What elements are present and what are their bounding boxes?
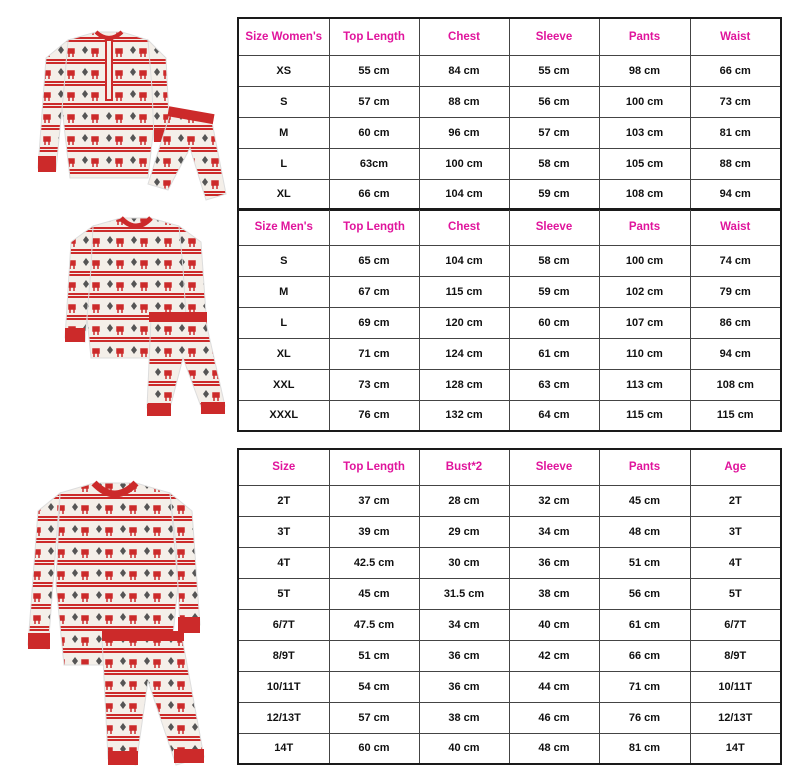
header-cell: Sleeve xyxy=(509,18,599,55)
header-cell: Size xyxy=(238,449,329,485)
table-cell: 115 cm xyxy=(690,400,781,431)
table-cell: 2T xyxy=(690,485,781,516)
table-cell: 61 cm xyxy=(599,609,690,640)
table-cell: 47.5 cm xyxy=(329,609,419,640)
table-cell: 104 cm xyxy=(419,245,509,276)
table-cell: 12/13T xyxy=(238,702,329,733)
table-cell: 71 cm xyxy=(329,338,419,369)
table-row xyxy=(238,485,781,516)
table-row xyxy=(238,671,781,702)
table-row xyxy=(238,578,781,609)
kids-pajama-image xyxy=(20,475,230,775)
table-cell: 81 cm xyxy=(690,117,781,148)
table-cell: 14T xyxy=(238,733,329,764)
table-cell: 84 cm xyxy=(419,55,509,86)
table-cell: 54 cm xyxy=(329,671,419,702)
table-row xyxy=(238,369,781,400)
header-cell: Size Women's xyxy=(238,18,329,55)
table-cell: 8/9T xyxy=(690,640,781,671)
table-cell: 128 cm xyxy=(419,369,509,400)
table-cell: 108 cm xyxy=(690,369,781,400)
table-cell: 12/13T xyxy=(690,702,781,733)
table-cell: 60 cm xyxy=(329,733,419,764)
header-cell: Top Length xyxy=(329,209,419,245)
table-cell: 94 cm xyxy=(690,338,781,369)
table-cell: 115 cm xyxy=(599,400,690,431)
table-cell: 69 cm xyxy=(329,307,419,338)
table-cell: 113 cm xyxy=(599,369,690,400)
table-row xyxy=(238,640,781,671)
table-cell: 42 cm xyxy=(509,640,599,671)
table-cell: 38 cm xyxy=(419,702,509,733)
table-cell: 58 cm xyxy=(509,245,599,276)
men-pajama-image xyxy=(55,208,245,423)
table-cell: 94 cm xyxy=(690,179,781,210)
table-cell: 57 cm xyxy=(509,117,599,148)
table-cell: 108 cm xyxy=(599,179,690,210)
table-cell: S xyxy=(238,86,329,117)
table-cell: 102 cm xyxy=(599,276,690,307)
table-cell: 86 cm xyxy=(690,307,781,338)
table-cell: 10/11T xyxy=(238,671,329,702)
table-cell: 42.5 cm xyxy=(329,547,419,578)
header-cell: Sleeve xyxy=(509,449,599,485)
header-cell: Chest xyxy=(419,209,509,245)
table-cell: XXXL xyxy=(238,400,329,431)
table-row xyxy=(238,86,781,117)
table-cell: 73 cm xyxy=(329,369,419,400)
table-cell: 56 cm xyxy=(509,86,599,117)
table-cell: XL xyxy=(238,179,329,210)
table-cell: XL xyxy=(238,338,329,369)
table-cell: 100 cm xyxy=(599,86,690,117)
table-cell: 36 cm xyxy=(419,640,509,671)
table-cell: 115 cm xyxy=(419,276,509,307)
table-row xyxy=(238,55,781,86)
table-cell: 107 cm xyxy=(599,307,690,338)
table-cell: 73 cm xyxy=(690,86,781,117)
table-cell: 48 cm xyxy=(509,733,599,764)
table-cell: 104 cm xyxy=(419,179,509,210)
table-cell: 96 cm xyxy=(419,117,509,148)
table-cell: 57 cm xyxy=(329,702,419,733)
table-cell: 8/9T xyxy=(238,640,329,671)
table-cell: 32 cm xyxy=(509,485,599,516)
table-cell: 64 cm xyxy=(509,400,599,431)
table-cell: 100 cm xyxy=(599,245,690,276)
header-cell: Sleeve xyxy=(509,209,599,245)
table-row xyxy=(238,733,781,764)
table-cell: 2T xyxy=(238,485,329,516)
table-cell: XS xyxy=(238,55,329,86)
table-row xyxy=(238,245,781,276)
table-cell: 60 cm xyxy=(329,117,419,148)
table-cell: 65 cm xyxy=(329,245,419,276)
table-cell: 6/7T xyxy=(238,609,329,640)
table-cell: 36 cm xyxy=(509,547,599,578)
header-cell: Pants xyxy=(599,449,690,485)
table-cell: 98 cm xyxy=(599,55,690,86)
table-cell: 5T xyxy=(690,578,781,609)
table-cell: 46 cm xyxy=(509,702,599,733)
table-header-row xyxy=(238,449,781,485)
table-cell: 34 cm xyxy=(509,516,599,547)
table-header-row xyxy=(238,18,781,55)
table-cell: 51 cm xyxy=(599,547,690,578)
table-cell: 48 cm xyxy=(599,516,690,547)
table-cell: 59 cm xyxy=(509,276,599,307)
table-row xyxy=(238,702,781,733)
table-cell: 45 cm xyxy=(599,485,690,516)
header-cell: Waist xyxy=(690,209,781,245)
header-cell: Bust*2 xyxy=(419,449,509,485)
table-cell: 79 cm xyxy=(690,276,781,307)
header-cell: Pants xyxy=(599,209,690,245)
table-cell: 71 cm xyxy=(599,671,690,702)
table-cell: 55 cm xyxy=(509,55,599,86)
table-cell: 76 cm xyxy=(599,702,690,733)
table-row xyxy=(238,117,781,148)
header-cell: Pants xyxy=(599,18,690,55)
table-cell: 28 cm xyxy=(419,485,509,516)
table-cell: 103 cm xyxy=(599,117,690,148)
table-row xyxy=(238,338,781,369)
table-cell: 76 cm xyxy=(329,400,419,431)
table-cell: 63 cm xyxy=(509,369,599,400)
table-cell: 74 cm xyxy=(690,245,781,276)
table-cell: 59 cm xyxy=(509,179,599,210)
women-pajama-image xyxy=(30,18,230,213)
table-cell: 4T xyxy=(238,547,329,578)
table-cell: 55 cm xyxy=(329,55,419,86)
table-cell: 67 cm xyxy=(329,276,419,307)
table-row xyxy=(238,307,781,338)
table-cell: 110 cm xyxy=(599,338,690,369)
table-cell: 29 cm xyxy=(419,516,509,547)
table-cell: 37 cm xyxy=(329,485,419,516)
table-cell: 88 cm xyxy=(419,86,509,117)
table-cell: 3T xyxy=(238,516,329,547)
table-cell: 88 cm xyxy=(690,148,781,179)
table-cell: 66 cm xyxy=(329,179,419,210)
table-header-row xyxy=(238,209,781,245)
table-cell: 10/11T xyxy=(690,671,781,702)
table-cell: 124 cm xyxy=(419,338,509,369)
table-cell: 3T xyxy=(690,516,781,547)
table-cell: 66 cm xyxy=(599,640,690,671)
header-cell: Waist xyxy=(690,18,781,55)
table-cell: 5T xyxy=(238,578,329,609)
table-cell: 60 cm xyxy=(509,307,599,338)
table-cell: S xyxy=(238,245,329,276)
table-cell: 36 cm xyxy=(419,671,509,702)
table-cell: M xyxy=(238,276,329,307)
table-row xyxy=(238,148,781,179)
table-cell: 38 cm xyxy=(509,578,599,609)
table-cell: 44 cm xyxy=(509,671,599,702)
table-cell: 56 cm xyxy=(599,578,690,609)
table-cell: M xyxy=(238,117,329,148)
table-cell: L xyxy=(238,307,329,338)
table-cell: 34 cm xyxy=(419,609,509,640)
table-cell: 30 cm xyxy=(419,547,509,578)
table-row xyxy=(238,609,781,640)
table-cell: 40 cm xyxy=(509,609,599,640)
table-cell: 61 cm xyxy=(509,338,599,369)
table-cell: 66 cm xyxy=(690,55,781,86)
table-cell: L xyxy=(238,148,329,179)
table-cell: 31.5 cm xyxy=(419,578,509,609)
table-cell: 105 cm xyxy=(599,148,690,179)
table-cell: 40 cm xyxy=(419,733,509,764)
table-cell: 14T xyxy=(690,733,781,764)
header-cell: Chest xyxy=(419,18,509,55)
kids-size-table xyxy=(237,448,782,765)
table-cell: 39 cm xyxy=(329,516,419,547)
header-cell: Age xyxy=(690,449,781,485)
table-row xyxy=(238,516,781,547)
men-size-table xyxy=(237,208,782,432)
table-cell: XXL xyxy=(238,369,329,400)
table-cell: 51 cm xyxy=(329,640,419,671)
table-cell: 6/7T xyxy=(690,609,781,640)
header-cell: Size Men's xyxy=(238,209,329,245)
table-row xyxy=(238,547,781,578)
table-cell: 63cm xyxy=(329,148,419,179)
header-cell: Top Length xyxy=(329,18,419,55)
table-cell: 58 cm xyxy=(509,148,599,179)
table-row xyxy=(238,276,781,307)
table-cell: 45 cm xyxy=(329,578,419,609)
table-cell: 100 cm xyxy=(419,148,509,179)
table-cell: 120 cm xyxy=(419,307,509,338)
header-cell: Top Length xyxy=(329,449,419,485)
table-cell: 81 cm xyxy=(599,733,690,764)
table-row xyxy=(238,400,781,431)
table-row xyxy=(238,179,781,210)
table-cell: 132 cm xyxy=(419,400,509,431)
table-cell: 57 cm xyxy=(329,86,419,117)
table-cell: 4T xyxy=(690,547,781,578)
women-size-table xyxy=(237,17,782,211)
